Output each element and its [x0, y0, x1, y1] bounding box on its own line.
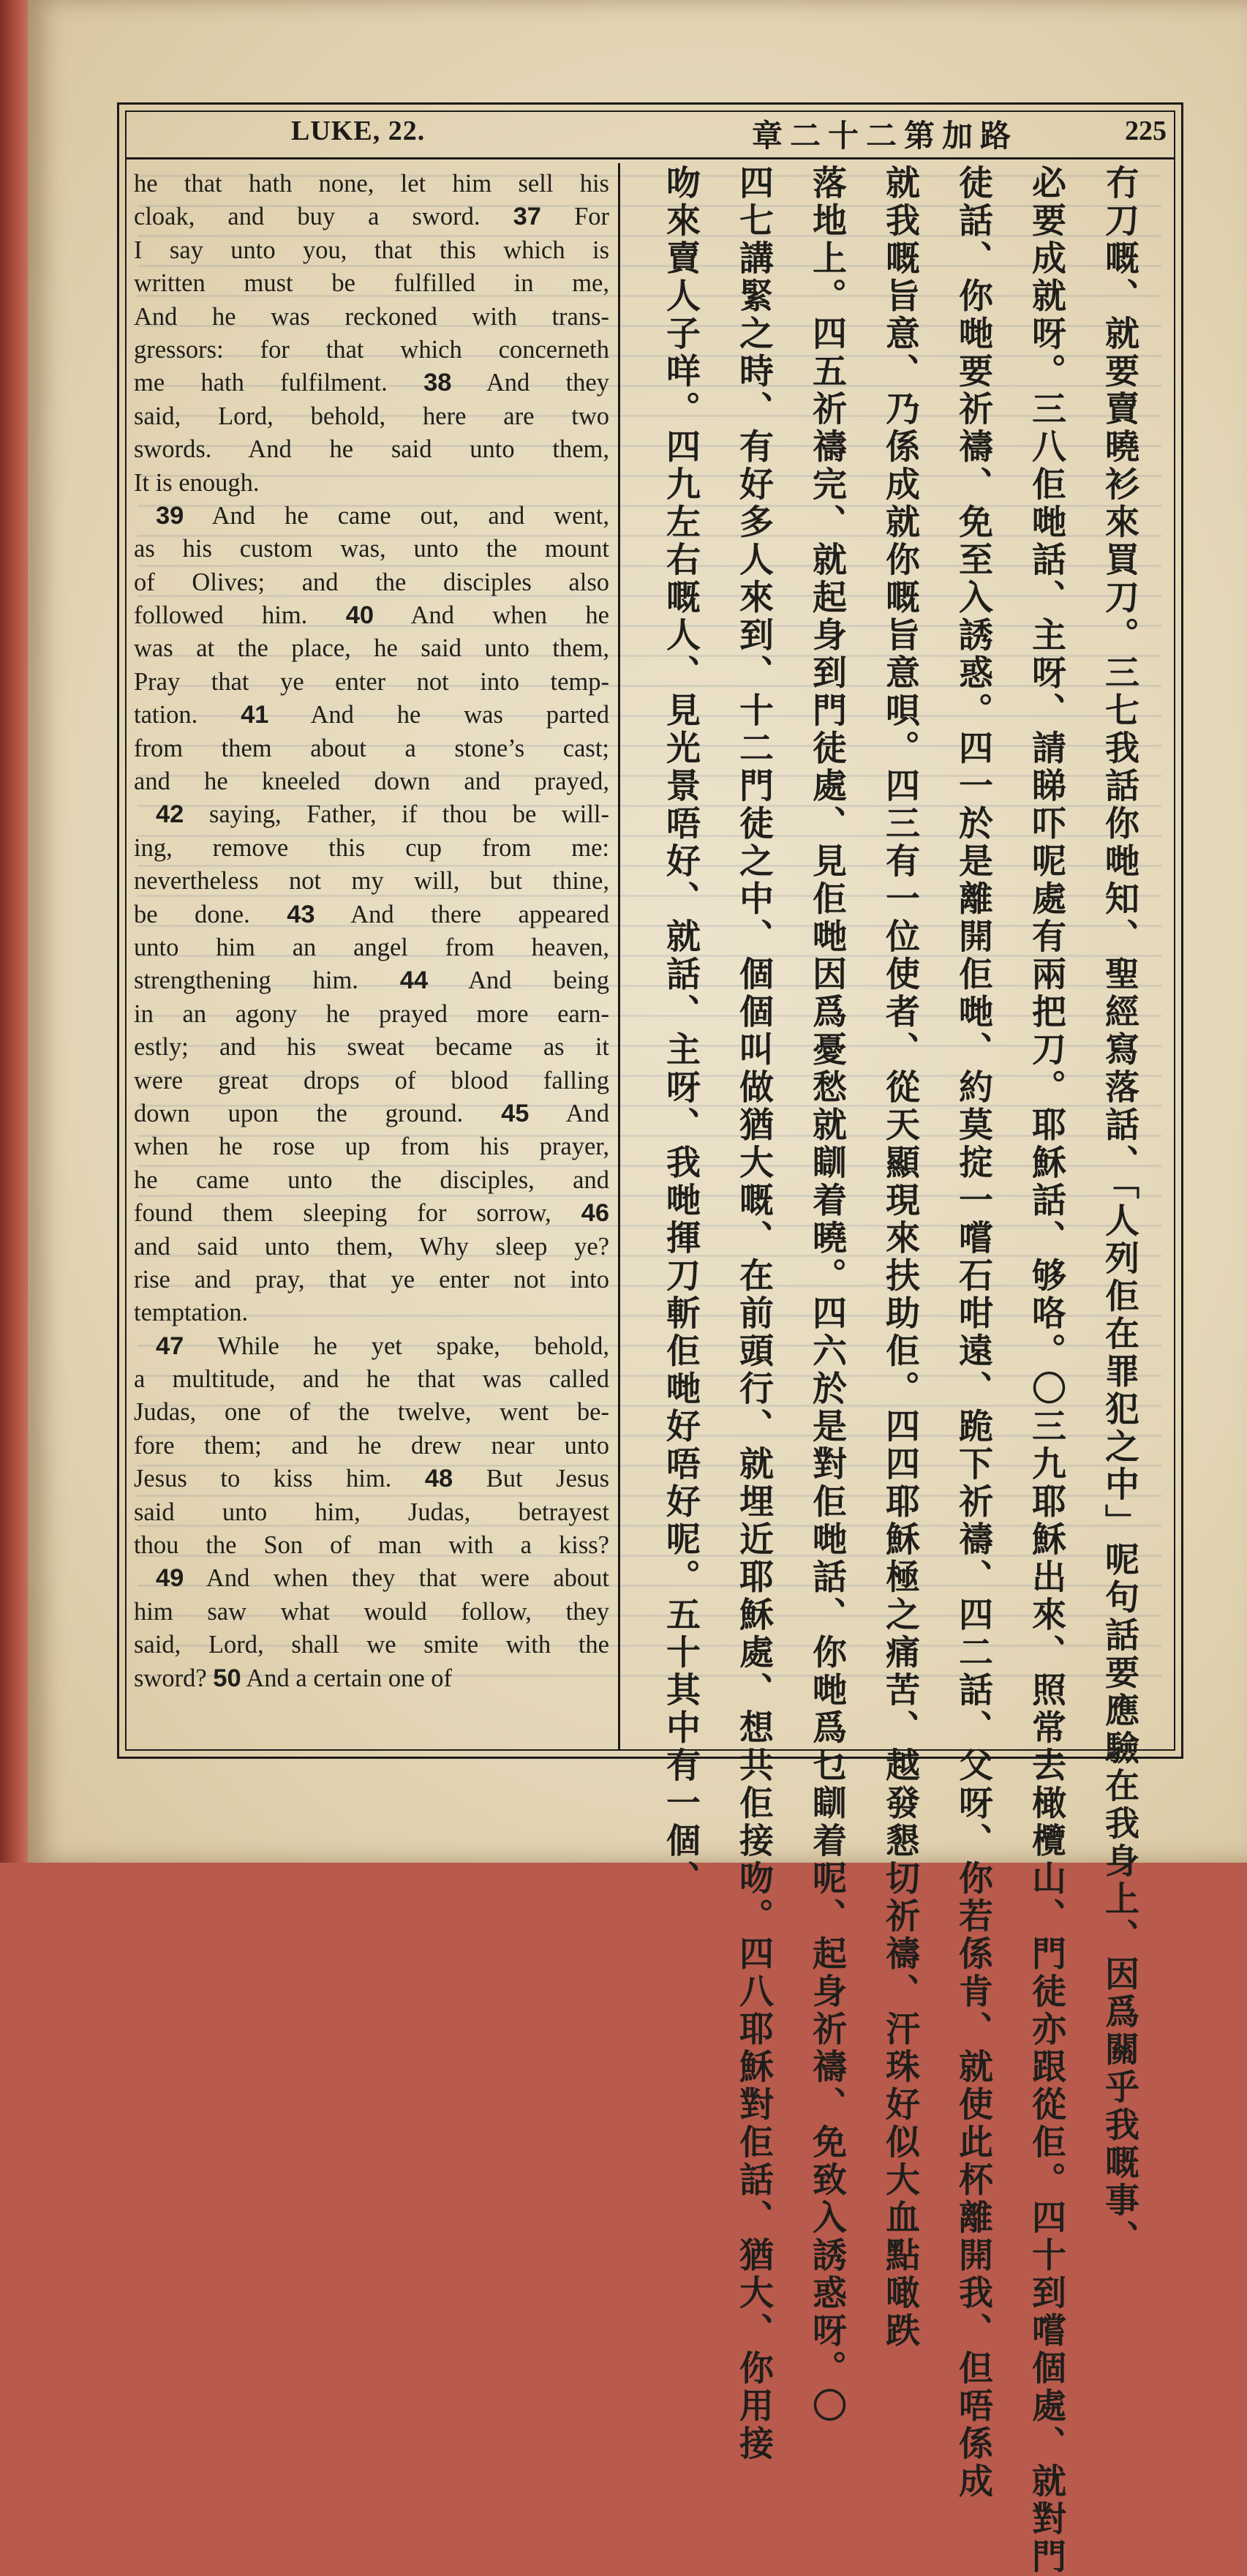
english-line-text: Pray that ye enter not into temp- [134, 667, 609, 696]
verse-number: 48 [424, 1465, 453, 1493]
verse-number: 47 [156, 1332, 184, 1360]
english-line [134, 367, 609, 399]
english-line-text: be done. [134, 900, 250, 928]
verse-number: 50 [213, 1664, 241, 1692]
text-frame [117, 102, 1183, 2576]
english-line [134, 1396, 609, 1429]
english-line-text: was at the place, he said unto them, [134, 634, 609, 663]
english-line-text: he came unto the disciples, and [134, 1165, 609, 1194]
english-line-continuation: And being [468, 966, 609, 995]
verse-number: 38 [423, 369, 452, 397]
english-line-text: him saw what would follow, they [134, 1597, 609, 1626]
english-line [134, 467, 609, 500]
english-line-text: ing, remove this cup from me: [134, 833, 609, 862]
english-line [134, 699, 609, 732]
english-line-continuation: And a certain one of [246, 1664, 453, 1692]
english-line [134, 1662, 609, 1695]
english-line-text: sword? [134, 1664, 207, 1692]
english-line [134, 898, 609, 931]
english-line-continuation: And there appeared [350, 900, 609, 928]
english-line [134, 1130, 609, 1163]
english-line [134, 1462, 609, 1495]
english-text-column [134, 168, 609, 1695]
verse-number: 49 [156, 1564, 184, 1593]
verse-number: 44 [399, 966, 429, 995]
english-line [134, 334, 609, 367]
english-line-text: strengthening him. [134, 966, 358, 995]
english-line [134, 765, 609, 798]
english-line-text: And he was reckoned with trans- [134, 302, 609, 331]
verse-number: 41 [241, 701, 269, 729]
english-line-continuation: And he came out, and went, [211, 501, 609, 530]
english-line-text: followed him. [134, 601, 308, 630]
english-line-continuation: But Jesus [486, 1465, 609, 1493]
english-line [134, 1596, 609, 1629]
english-line-continuation: While he yet spake, behold, [217, 1332, 609, 1360]
english-line [134, 1031, 609, 1064]
english-line-continuation: And they [486, 369, 609, 397]
english-line [134, 533, 609, 566]
book-page [28, 0, 1247, 2576]
english-line [134, 1064, 609, 1097]
english-line-text: found them sleeping for sorrow, [134, 1199, 551, 1228]
english-line [134, 1562, 609, 1595]
english-line-text: Jesus to kiss him. [134, 1465, 392, 1493]
english-line [134, 433, 609, 466]
english-line-text: and said unto them, Why sleep ye? [134, 1232, 609, 1261]
english-line-text: estly; and his sweat became as it [134, 1033, 609, 1062]
english-line [134, 234, 609, 267]
english-line [134, 200, 609, 233]
english-line [134, 267, 609, 300]
english-line-continuation: And when he [410, 601, 609, 630]
english-line-text: and he kneeled down and prayed, [134, 767, 609, 796]
english-line [134, 632, 609, 665]
english-line-text: said unto him, Judas, betrayest [134, 1498, 609, 1526]
verse-number: 39 [156, 501, 184, 530]
english-line-text: Judas, one of the twelve, went be- [134, 1398, 609, 1427]
english-line-text: I say unto you, that this which is [134, 236, 609, 264]
english-line [134, 832, 609, 865]
english-line-text: me hath fulfilment. [134, 369, 388, 397]
english-line [134, 1164, 609, 1197]
english-line-continuation: And when they that were about [206, 1564, 609, 1593]
column-divider [618, 163, 620, 1749]
english-line [134, 566, 609, 599]
english-line [134, 599, 609, 632]
header-english-title: LUKE, 22. [291, 116, 426, 146]
english-line-text: said, Lord, shall we smite with the [134, 1631, 609, 1659]
page-number: 225 [1125, 116, 1167, 146]
english-line-text: when he rose up from his prayer, [134, 1133, 609, 1161]
english-line [134, 1231, 609, 1263]
english-line [134, 1529, 609, 1562]
english-line-text: fore them; and he drew near unto [134, 1431, 609, 1460]
verse-number: 40 [345, 601, 374, 630]
english-line-text: a multitude, and he that was called [134, 1365, 609, 1394]
book-spine-edge [0, 0, 28, 1863]
english-line-text: in an agony he prayed more earn- [134, 999, 609, 1028]
english-line [134, 1629, 609, 1661]
chinese-column: 必要成就呀。三八佢哋話、主呀、請睇吓呢處有兩把刀。耶穌話、够咯。〇三九耶穌出來、照常去橄欖山、門徒亦跟從佢。四十到嚐個處、就對門 [1026, 165, 1066, 2576]
english-line [134, 666, 609, 699]
english-line-text: swords. And he said unto them, [134, 435, 609, 464]
english-line-text: thou the Son of man with a kiss? [134, 1531, 609, 1560]
english-line [134, 400, 609, 433]
english-line [134, 732, 609, 765]
english-line-continuation: And he was parted [310, 701, 609, 729]
verse-number: 37 [513, 203, 541, 231]
english-line [134, 1263, 609, 1296]
chinese-column: 落地上。四五祈禱完、就起身到門徒處、見佢哋因爲憂愁就瞓着曉。四六於是對佢哋話、你哋爲乜瞓着呢、起身祈禱、免致入誘惑呀。〇 [807, 165, 847, 2425]
page-header [127, 112, 1174, 159]
english-line [134, 865, 609, 898]
english-line [134, 1197, 609, 1230]
english-line [134, 964, 609, 997]
english-line-text: cloak, and buy a sword. [134, 203, 481, 231]
english-line [134, 1097, 609, 1130]
english-line-text: temptation. [134, 1299, 249, 1327]
verse-number: 42 [156, 800, 184, 829]
english-line [134, 1330, 609, 1363]
english-line-text: from them about a stone’s cast; [134, 734, 609, 762]
english-line-text: nevertheless not my will, but thine, [134, 867, 609, 895]
english-line-text: It is enough. [134, 468, 260, 497]
english-line [134, 1430, 609, 1462]
chinese-column: 吻來賣人子咩。四九左右嘅人、見光景唔好、就話、主呀、我哋揮刀斬佢哋好唔好呢。五十其中有一個、 [660, 165, 701, 1898]
english-line-text: gressors: for that which concerneth [134, 335, 609, 364]
english-line [134, 798, 609, 831]
english-line [134, 1363, 609, 1396]
english-line [134, 301, 609, 334]
english-line [134, 168, 609, 200]
english-line-text: said, Lord, behold, here are two [134, 402, 609, 430]
english-line [134, 500, 609, 533]
chinese-column: 冇刀嘅、就要賣曉衫來買刀。三七我話你哋知、聖經寫落話、「人列佢在罪犯之中」呢句話要應驗在我身上、因爲關乎我嘅事、 [1099, 165, 1139, 2258]
verse-number: 43 [287, 900, 315, 928]
english-line-text: tation. [134, 701, 198, 729]
english-line-continuation: saying, Father, if thou be will- [208, 800, 610, 829]
english-line [134, 1296, 609, 1329]
english-line-text: as his custom was, unto the mount [134, 535, 609, 563]
chinese-text-column [631, 165, 1172, 2576]
english-line-continuation: And [565, 1099, 609, 1127]
verse-number: 45 [501, 1099, 530, 1127]
english-line [134, 1496, 609, 1529]
english-line-text: were great drops of blood falling [134, 1066, 609, 1094]
english-line-text: written must be fulfilled in me, [134, 269, 609, 298]
english-line [134, 998, 609, 1031]
chinese-column: 四七講緊之時、有好多人來到、十二門徒之中、個個叫做猶大嘅、在前頭行、就埋近耶穌處、想共佢接吻。四八耶穌對佢話、猶大、你用接 [734, 165, 774, 2463]
chinese-column: 就我嘅旨意、乃係成就你嘅旨意唄。四三有一位使者、從天顯現來扶助佢。四四耶穌極之痛苦、越發懇切祈禱、汗珠好似大血點噉跌 [880, 165, 920, 2350]
english-line-text: he that hath none, let him sell his [134, 170, 609, 198]
english-line-text: down upon the ground. [134, 1099, 464, 1127]
english-line [134, 931, 609, 964]
english-line-continuation: For [574, 203, 610, 231]
verse-number: 46 [581, 1199, 610, 1228]
chinese-column: 徒話、你哋要祈禱、免至入誘惑。四一於是離開佢哋、約莫掟一嚐石咁遠、跪下祈禱、四二話、父呀、你若係肯、就使此杯離開我、但唔係成 [953, 165, 993, 2501]
english-line-text: rise and pray, that ye enter not into [134, 1265, 609, 1293]
english-line-text: of Olives; and the disciples also [134, 568, 609, 596]
header-chinese-title: 章二十二第加路 [752, 118, 1019, 154]
english-line-text: unto him an angel from heaven, [134, 933, 609, 961]
